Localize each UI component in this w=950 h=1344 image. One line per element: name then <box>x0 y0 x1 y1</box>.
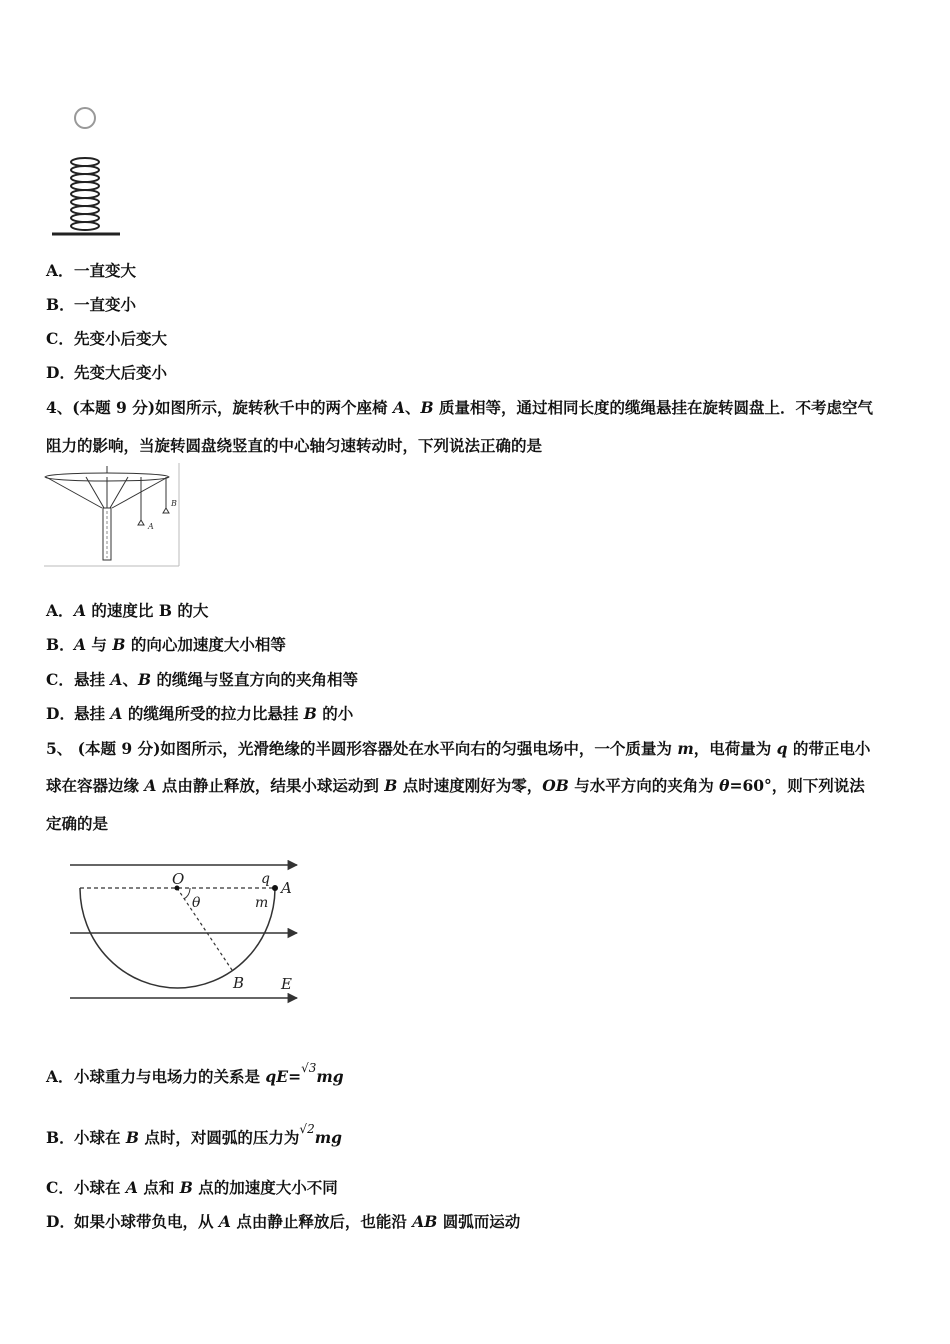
semicircle-figure <box>62 855 307 1005</box>
q5-stem-line2: 球在容器边缘 A 点由静止释放，结果小球运动到 B 点时速度刚好为零，OB 与水平方向的夹角为 θ=60°，则下列说法 <box>46 776 865 795</box>
fig-label-b: B <box>171 499 177 508</box>
q4-option-c[interactable]: C．悬挂 A、B 的缆绳与竖直方向的夹角相等 <box>46 670 358 689</box>
ball <box>75 108 95 128</box>
spring-figure <box>48 100 128 245</box>
ball-a <box>272 885 278 891</box>
q5-option-d[interactable]: D．如果小球带负电，从 A 点由静止释放后，也能沿 AB 圆弧而运动 <box>46 1212 521 1231</box>
sqrt3-icon: √3 <box>301 1061 317 1075</box>
label-a: A <box>281 879 292 897</box>
q4-option-d[interactable]: D．悬挂 A 的缆绳所受的拉力比悬挂 B 的小 <box>46 704 354 723</box>
q5-stem-line3: 定确的是 <box>46 814 109 833</box>
label-o: O <box>172 870 185 888</box>
q4-option-a[interactable]: A．A 的速度比 B 的大 <box>46 601 209 620</box>
q5-stem-line1: 5、 (本题 9 分)如图所示，光滑绝缘的半圆形容器处在水平向右的匀强电场中，一个质量为 m，电荷量为 q 的带正电小 <box>46 739 871 758</box>
q3-option-c[interactable]: C．先变小后变大 <box>46 329 168 348</box>
sqrt2-icon: √2 <box>299 1122 315 1136</box>
fig-label-a: A <box>148 522 154 531</box>
q3-option-a[interactable]: A．一直变大 <box>46 261 137 280</box>
spring-coil <box>71 158 99 230</box>
semicircle-arc <box>80 888 275 988</box>
q3-option-d[interactable]: D．先变大后变小 <box>46 363 168 382</box>
q4-option-b[interactable]: B．A 与 B 的向心加速度大小相等 <box>46 635 286 654</box>
q5-option-c[interactable]: C．小球在 A 点和 B 点的加速度大小不同 <box>46 1178 338 1197</box>
angle-arc <box>184 888 190 899</box>
q3-option-b[interactable]: B．一直变小 <box>46 295 137 314</box>
q5-option-b[interactable]: B．小球在 B 点时，对圆弧的压力为$^{√2}$mg <box>46 1122 342 1147</box>
label-b: B <box>233 974 245 992</box>
label-m: m <box>255 895 269 911</box>
q4-stem-line1: 4、(本题 9 分)如图所示，旋转秋千中的两个座椅 A、B 质量相等，通过相同长度的缆绳悬挂在旋转圆盘上．不考虑空气 <box>46 398 873 417</box>
swing-figure <box>44 463 182 567</box>
q5-option-a[interactable]: A．小球重力与电场力的关系是 qE=$^{√3}$mg <box>46 1061 344 1086</box>
radius-ob <box>177 888 232 970</box>
label-q: q <box>261 871 270 887</box>
seat-b <box>163 508 169 513</box>
seat-a <box>138 520 144 525</box>
label-theta: θ <box>192 895 201 911</box>
label-e: E <box>281 975 292 993</box>
q4-stem-line2: 阻力的影响，当旋转圆盘绕竖直的中心轴匀速转动时，下列说法正确的是 <box>46 436 543 455</box>
